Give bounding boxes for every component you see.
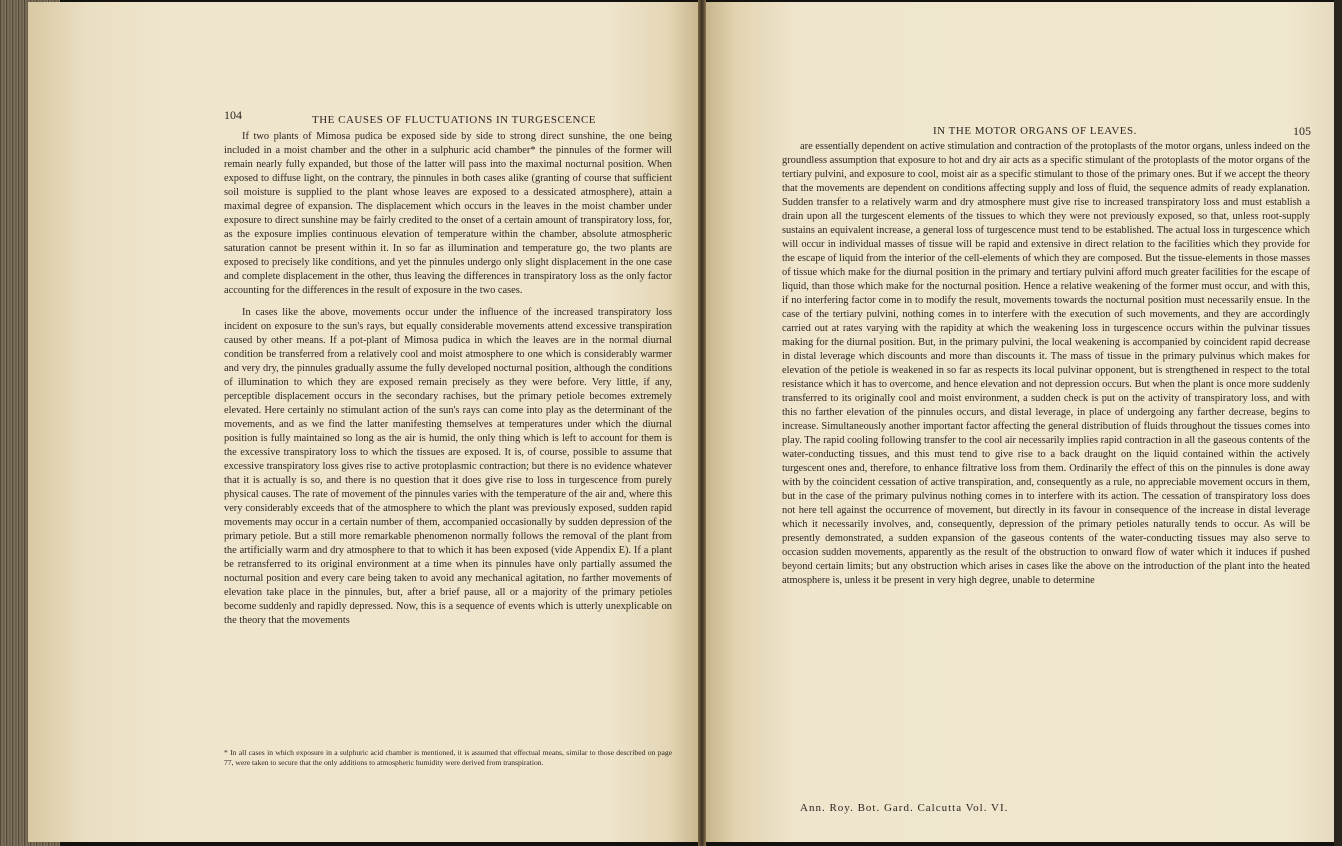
book-gutter [698, 0, 706, 846]
page-number: 105 [1293, 124, 1311, 138]
running-header: THE CAUSES OF FLUCTUATIONS IN TURGESCENCE [312, 114, 597, 126]
footnote: * In all cases in which exposure in a sulphuric acid chamber is mentioned, it is assumed that effectual means, similar to those described on page 77, were taken to secure that the only additions to atmospheric humidity were derived from transpiration. [224, 748, 672, 767]
journal-footer: Ann. Roy. Bot. Gard. Calcutta Vol. VI. [800, 802, 1009, 814]
paragraph: are essentially dependent on active stimulation and contraction of the protoplasts of the motor organs, unless indeed on the groundless assumption that exposure to hot and dry air acts as a specific stimulant of the protoplasts of the motor organs of the tertiary pulvini, and exposure to cool, moist air as a specific stimulant to those of the primary ones. But if we accept the theory that the movements are dependent on conditions affecting supply and loss of fluid, the sequence admits of ready explanation. Sudden transfer to a relatively warm and dry atmosphere must give rise to increased transpiratory loss and must establish a drain upon all the turgescent elements of the tissues to which they were not previously exposed, so that, unless root-supply sustains an equivalent increase, a general loss of turgescence must tend to be established. The actual loss in turgescence which will occur in individual masses of tissue will be rapid and extensive in direct relation to the facilities which they provide for the escape of liquid from the interior of the cell-elements of which they are composed. But the tissue-elements in those masses of tissue which make for the diurnal position in the primary and tertiary pulvini afford much greater facilities for the escape of liquid, than those which make for the nocturnal position. Hence a relative weakening of the former must occur, and with this, if no interfering factor come in to modify the result, movements towards the nocturnal position must necessarily ensue. In the case of the tertiary pulvini, nothing comes in to interfere with the execution of such movements, and they are accordingly carried out at rates varying with the rapidity at which the weakening loss in turgescence occurs within the pulvinar tissues making for the diurnal position. But, in the primary pulvini, the local weakening is accompanied by coincident rapid decrease in distal leverage which discounts and more than discounts it. The mass of tissue in the primary pulvinus which makes for elevation of the petiole is weakened in so far as respects its local pulvinar opponent, but is strengthened in respect to the total resistance which it has to overcome, and hence elevation and not depression occurs. But when the plant is once more suddenly transferred to its originally cool and moist environment, a sudden check is put on the activity of transpiratory loss, and with this no farther elevation of the pinnules occurs, and distal leverage, in place of undergoing any farther decrease, begins to increase. Simultaneously another important factor affecting the general distribution of fluids throughout the tissues comes into play. The rapid cooling following transfer to the cool air necessarily implies rapid contraction in all the gaseous contents of the water-conducting tissues, and this must tend to give rise to a back draught on the liquid contained within the actively turgescent ones and, therefore, to enhance filtrative loss from them. Ordinarily the effect of this on the pinnules is done away with by the coincident cessation of active transpiration, and, consequently as a rule, no appreciable movement occurs in them, but in the case of the primary pulvinus nothing comes in to interfere with its action. The cessation of transpiratory loss does not here tell against the occurrence of movement, but directly in its favour in consequence of the increase in distal leverage which it necessarily involves, and, consequently, depression of the primary petioles naturally tends to occur. As will be presently demonstrated, a sudden expansion of the gaseous contents of the water-conducting tissues may also serve to occasion sudden movements, apparently as the result of the obstruction to onward flow of water which it induces if pushed beyond certain limits; but any obstruction which arises in cases like the above on the introduction of the plant into the heated atmosphere is, unless it be present in very high degree, unable to determine [782, 141, 1310, 586]
running-header: IN THE MOTOR ORGANS OF LEAVES. [933, 125, 1137, 137]
page-number: 104 [224, 108, 242, 122]
paragraph: In cases like the above, movements occur under the influence of the increased transpiratory loss incident on exposure to the sun's rays, but equally considerable movements attend excessive transpiration caused by other means. If a pot-plant of Mimosa pudica in which the leaves are in the normal diurnal condition be transferred from a relatively cool and moist atmosphere to one which is considerably warmer and very dry, the pinnules gradually assume the fully developed nocturnal position, although the conditions of illumination to which they are exposed remain precisely as they were before. Very little, if any, perceptible displacement occurs in the secondary rachises, but the primary petiole becomes extremely elevated. Here certainly no stimulant action of the sun's rays can come into play as the determinant of the movements, and as we find the latter manifesting themselves at temperatures under which the diurnal position is fully maintained so long as the air is humid, the only thing which is left to account for them is the excessive transpiratory loss to which the tissues are exposed. It is, of course, possible to assume that excessive transpiratory loss gives rise to active protoplasmic contraction; but there is no evidence whatever that it is actually is so, and there is no question that it does give rise to loss in turgescence from purely physical causes. The rate of movement of the pinnules varies with the temperature of the air and, where this very considerably exceeds that of the atmosphere to which the plant was previously exposed, sudden rapid movements may occur in a certain number of them, accompanied occasionally by sudden depression of the primary petiole. But a still more remarkable phenomenon normally follows the removal of the plant from the artificially warm and dry atmosphere to that to which it has been exposed (vide Appendix E). If a plant be retransferred to its original environment at a time when its pinnules have only partially assumed the nocturnal position and every care being taken to avoid any mechanical agitation, no farther movements of elevation take place in the pinnules, but, after a brief pause, all or a majority of the primary petioles become suddenly and rapidly depressed. Now, this is a sequence of events which is utterly unexplicable on the theory that the movements [224, 307, 672, 626]
page-edge-right [1334, 0, 1342, 846]
body-text [782, 140, 1310, 588]
right-page [706, 2, 1334, 842]
body-text [224, 130, 672, 628]
left-page [28, 2, 698, 842]
paragraph: If two plants of Mimosa pudica be exposed side by side to strong direct sunshine, the one being included in a moist chamber and the other in a sulphuric acid chamber* the pinnules of the former will remain nearly fully expanded, but those of the latter will pass into the maximal nocturnal position. When exposed to diffuse light, on the contrary, the pinnules in both cases alike (granting of course that sufficient soil moisture is supplied to the plant whose leaves are exposed to a dessicated atmosphere), attain a maximal degree of expansion. The displacement which occurs in the leaves in the moist chamber under exposure to direct sunshine may be fairly credited to the onset of a certain amount of transpiratory loss, for, as the exposure implies continuous elevation of temperature within the chamber, absolute atmospheric saturation cannot be present within it. In so far as illumination and temperature go, the two plants are exposed to precisely like conditions, and yet the pinnules undergo only slight displacement in the one case and complete displacement in the other, thus leaving the differences in transpiratory loss as the only factor accounting for the differences in the result of exposure in the two cases. [224, 131, 672, 296]
